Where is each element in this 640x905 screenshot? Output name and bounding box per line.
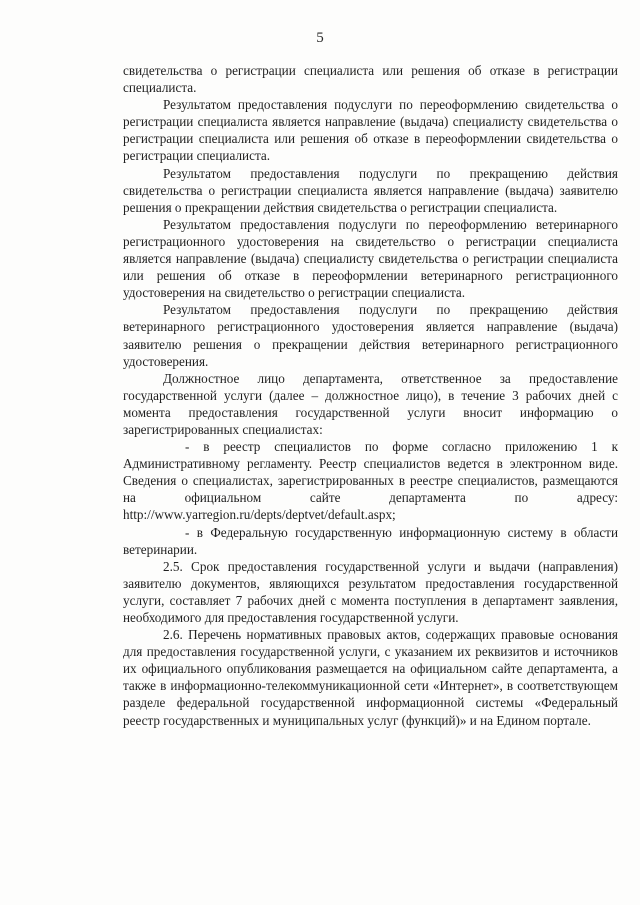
document-body — [123, 62, 618, 729]
paragraph-section-2-5: 2.5. Срок предоставления государственной услуги и выдачи (направления) заявителю документов, являющихся результатом предоставления государственной услуги, составляет 7 рабочих дней с момента поступления в департамент заявления, необходимого для предоставления государственной услуги. — [123, 558, 618, 625]
page-number: 5 — [316, 30, 324, 46]
paragraph-result-vet-reissue: Результатом предоставления подуслуги по переоформлению ветеринарного регистрационного удостоверения на свидетельство о регистрации специалиста является направление (выдача) специалисту свидетельства о регистрации специалиста или решения об отказе в переоформлении ветеринарного регистрационного удостоверения на свидетельство о регистрации специалиста. — [123, 216, 618, 301]
paragraph-continuation: свидетельства о регистрации специалиста или решения об отказе в регистрации специалиста. — [123, 63, 618, 96]
paragraph-result-termination: Результатом предоставления подуслуги по прекращению действия свидетельства о регистрации специалиста является направление (выдача) заявителю решения о прекращении действия свидетельства о регистрации специалиста. — [123, 165, 618, 215]
paragraph-result-reissue: Результатом предоставления подуслуги по переоформлению свидетельства о регистрации специалиста является направление (выдача) специалисту свидетельства о регистрации специалиста или решения об отказе в переоформлении свидетельства о регистрации специалиста. — [123, 97, 618, 164]
paragraph-section-2-6: 2.6. Перечень нормативных правовых актов, содержащих правовые основания для предоставления государственной услуги, с указанием их реквизитов и источников их официального опубликования размещается на официальном сайте департамента, а также в информационно-телекоммуникационной сети «Интернет», в соответствующем разделе федеральной государственной информационной системы «Федеральный реестр государственных и муниципальных услуг (функций)» и на Едином портале. — [123, 627, 618, 728]
paragraph-official-duties: Должностное лицо департамента, ответственное за предоставление государственной услуги (далее – должностное лицо), в течение 3 рабочих дней с момента предоставления государственной услуги вносит информацию о зарегистрированных специалистах: — [123, 370, 618, 437]
list-item-federal-system: - в Федеральную государственную информационную систему в области ветеринарии. — [123, 524, 618, 557]
paragraph-result-vet-termination: Результатом предоставления подуслуги по прекращению действия ветеринарного регистрационного удостоверения является направление (выдача) заявителю решения о прекращении действия ветеринарного регистрационного удостоверения. — [123, 302, 618, 369]
list-item-registry: - в реестр специалистов по форме согласно приложению 1 к Административному регламенту. Реестр специалистов ведется в электронном виде. Сведения о специалистах, зарегистрированных в реестре специалистов, размещаются на официальном сайте департамента по адресу: http://www.yarregion.ru/depts/deptvet/default.aspx; — [123, 439, 618, 523]
